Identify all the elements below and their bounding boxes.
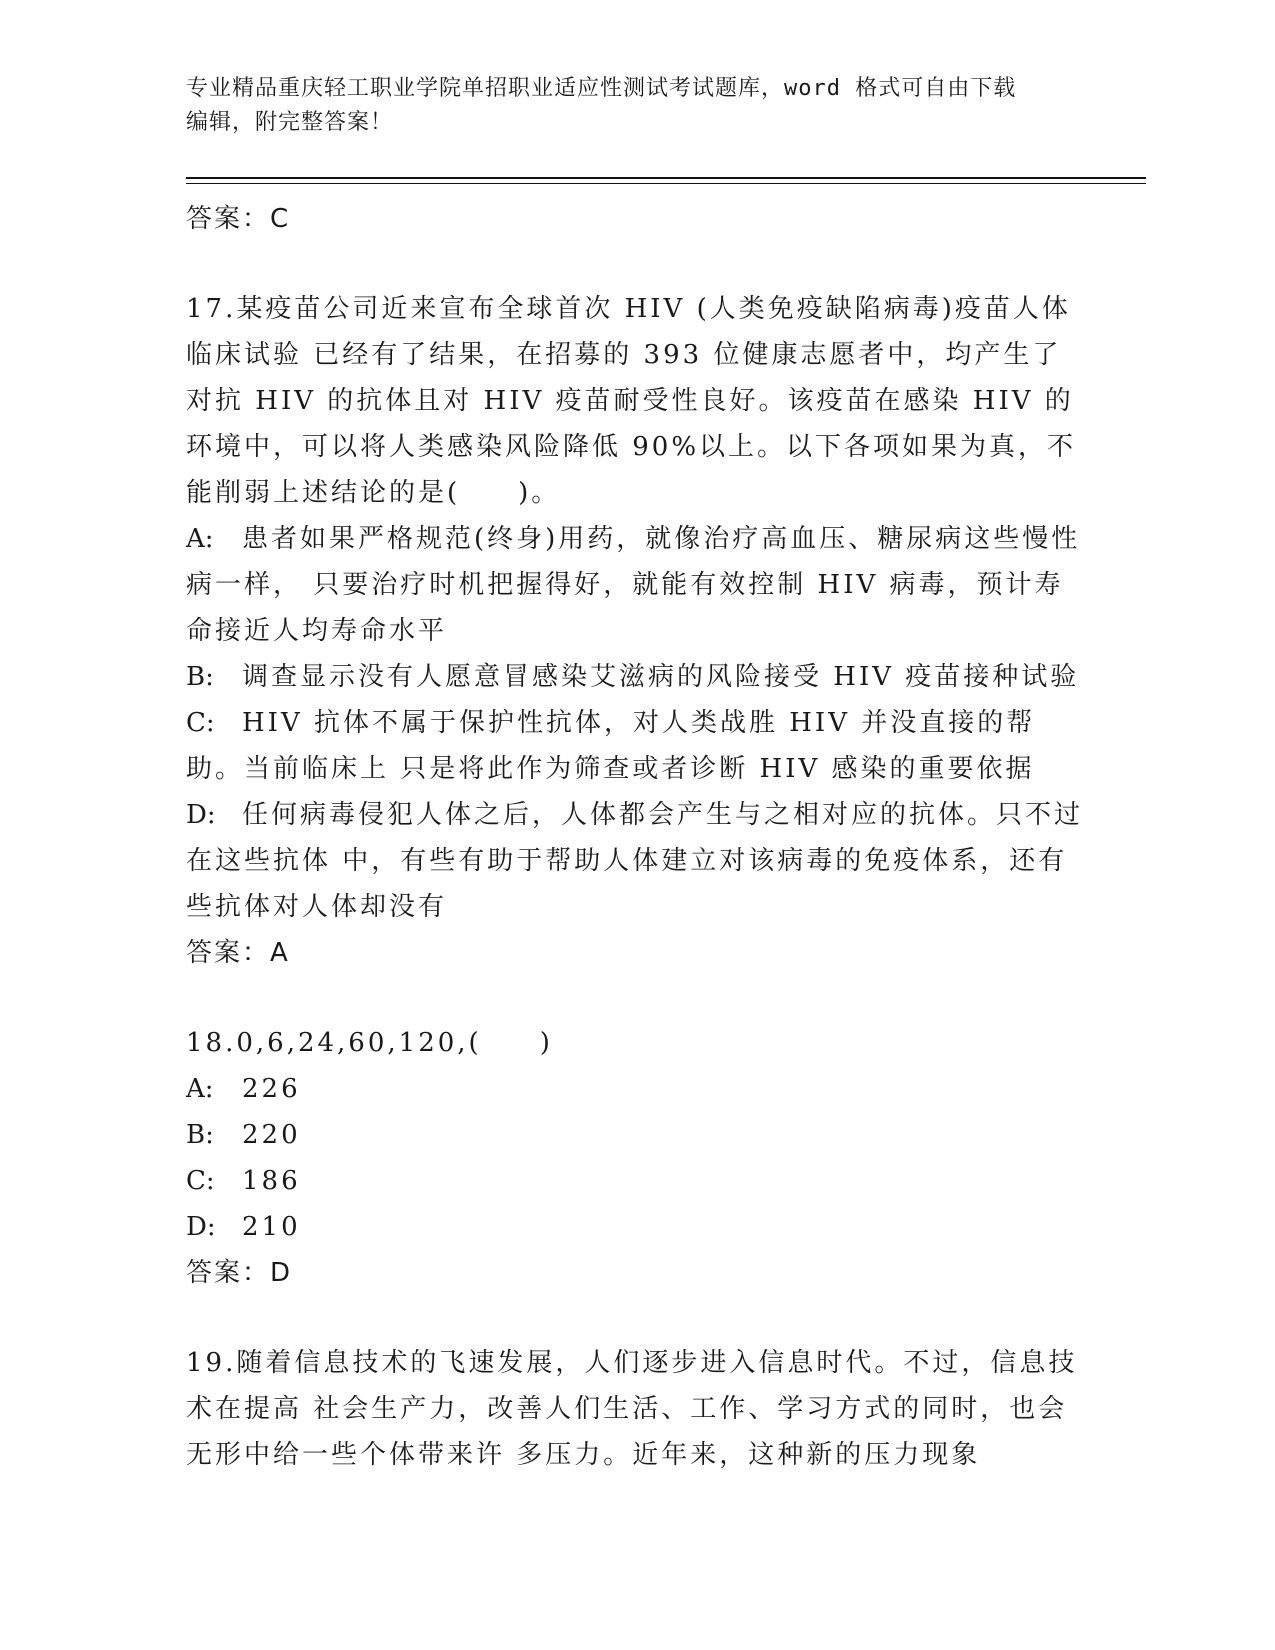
option-key: A: (186, 524, 214, 554)
header-line-1: 专业精品重庆轻工职业学院单招职业适应性测试考试题库，word 格式可自由下载 (186, 76, 1017, 101)
page-header (186, 72, 1086, 140)
spacer (186, 242, 1086, 286)
option-text: 226 (242, 1074, 301, 1104)
question-19-stem: 19.随着信息技术的飞速发展，人们逐步进入信息时代。不过，信息技术在提高 社会生产力，改善人们生活、工作、学习方式的同时，也会无形中给一些个体带来许 多压力。近年来，这种新的压力现象 (186, 1348, 1078, 1470)
header-line-2: 编辑，附完整答案！ (186, 110, 394, 135)
option-a (186, 516, 1086, 654)
option-text: 210 (242, 1212, 301, 1242)
spacer (186, 976, 1086, 1020)
option-key: D: (186, 1212, 216, 1242)
option-key: B: (186, 1120, 214, 1150)
document-body (186, 186, 1086, 1478)
option-text: 调查显示没有人愿意冒感染艾滋病的风险接受 HIV 疫苗接种试验 (242, 662, 1080, 692)
answer-q18: 答案：D (186, 1258, 293, 1288)
option-a (186, 1066, 1086, 1112)
option-key: D: (186, 800, 216, 830)
question-18 (186, 1020, 1086, 1296)
spacer (186, 1296, 1086, 1340)
option-d (186, 1204, 1086, 1250)
option-key: C: (186, 1166, 215, 1196)
question-19 (186, 1340, 1086, 1478)
option-text: 220 (242, 1120, 301, 1150)
option-d (186, 792, 1086, 930)
option-c (186, 700, 1086, 792)
option-text: 任何病毒侵犯人体之后，人体都会产生与之相对应的抗体。只不过在这些抗体 中，有些有助于帮助人体建立对该病毒的免疫体系，还有些抗体对人体却没有 (186, 800, 1084, 922)
header-rule-thick (186, 177, 1146, 179)
question-17 (186, 286, 1086, 976)
header-rule-thin (186, 183, 1146, 184)
question-17-stem: 17.某疫苗公司近来宣布全球首次 HIV (人类免疫缺陷病毒)疫苗人体临床试验 已经有了结果，在招募的 393 位健康志愿者中，均产生了对抗 HIV 的抗体且对 HIV 疫苗耐受性良好。该疫苗在感染 HIV 的环境中，可以将人类感染风险降低 90%以上。以下各项如果为真，不能削弱上述结论的是( )。 (186, 294, 1077, 508)
option-b (186, 1112, 1086, 1158)
question-18-stem: 18.0,6,24,60,120,( ) (186, 1028, 553, 1058)
option-key: C: (186, 708, 215, 738)
answer-q17: 答案：A (186, 938, 290, 968)
option-c (186, 1158, 1086, 1204)
option-b (186, 654, 1086, 700)
option-text: 患者如果严格规范(终身)用药，就像治疗高血压、糖尿病这些慢性病一样， 只要治疗时机把握得好，就能有效控制 HIV 病毒，预计寿命接近人均寿命水平 (186, 524, 1081, 646)
option-text: 186 (242, 1166, 301, 1196)
answer-q16: 答案：C (186, 204, 291, 234)
option-key: A: (186, 1074, 214, 1104)
option-key: B: (186, 662, 214, 692)
option-text: HIV 抗体不属于保护性抗体，对人类战胜 HIV 并没直接的帮助。当前临床上 只是将此作为筛查或者诊断 HIV 感染的重要依据 (186, 708, 1036, 784)
